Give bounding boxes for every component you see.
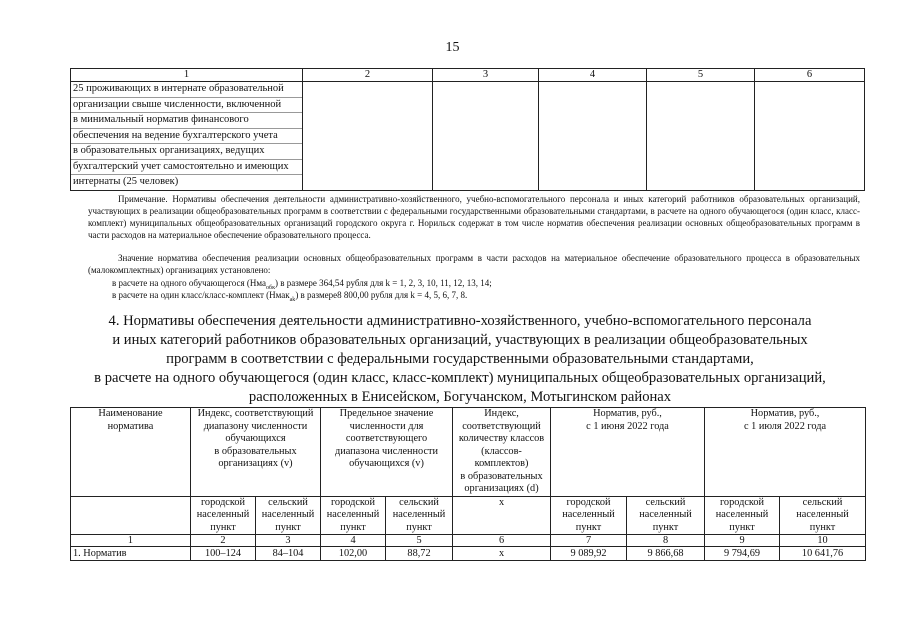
column-number: 8 [627, 535, 705, 547]
header-limit [321, 408, 453, 497]
subheader-line: городской [719, 496, 765, 508]
table-row [71, 547, 866, 561]
column-number: 9 [705, 535, 780, 547]
row-label [71, 82, 303, 191]
subheader-rural [386, 496, 453, 535]
note-line-text: в расчете на один класс/класс-комплект (Нмак [112, 290, 290, 300]
subheader-line: пункт [275, 521, 301, 533]
header-line: норматива [107, 420, 154, 432]
table-header-row [71, 69, 865, 82]
header-norm-july [705, 408, 866, 497]
header-line: обучающихся [225, 433, 286, 444]
header-line: количеству классов [458, 433, 545, 444]
empty-cell [433, 82, 539, 191]
cell-value: 84–104 [256, 547, 321, 561]
column-number: 7 [551, 535, 627, 547]
col-header: 1 [71, 69, 303, 82]
header-line: Индекс, [484, 408, 519, 419]
note-text: Примечание. Нормативы обеспечения деятельности административно-хозяйственного, учебно-вспомогательного персонала и иных категорий работников образовательных организаций, участвующих в реализации общеобразовательных программ в соответствии с федеральными государственными образовательными стандартами, в расчете на одного обучающегося (один класс, класс-комплект) муниципальных общеобразовательных организаций городского округа г. Норильск содержат в том числе норматив обеспечения реализации основных общеобразовательных программ в части расходов на материальное обеспечение образовательного процесса. [88, 194, 860, 240]
subheader-line: сельский [268, 496, 308, 508]
subheader-urban [551, 496, 627, 535]
empty-cell [755, 82, 865, 191]
section-title [60, 312, 860, 407]
col-header: 4 [539, 69, 647, 82]
section-title-line: 4. Нормативы обеспечения деятельности административно-хозяйственного, учебно-вспомогательного персонала [108, 313, 812, 329]
header-line: (классов- [481, 445, 522, 457]
subheader-line: населенный [796, 509, 849, 520]
header-line: в образовательных [460, 470, 543, 482]
subheader-line: пункт [652, 521, 679, 533]
subheader-line: пункт [809, 521, 836, 533]
header-line: диапазону численности [203, 420, 308, 432]
subheader-line: городской [330, 496, 376, 508]
subheader-line: населенный [392, 509, 446, 520]
column-number: 1 [71, 535, 191, 547]
column-number: 3 [256, 535, 321, 547]
header-line: с 1 июня 2022 года [586, 420, 669, 432]
subheader-line: населенный [562, 509, 615, 520]
row-label-line: интернаты (25 человек) [73, 176, 179, 187]
row-name: 1. Норматив [71, 547, 191, 561]
header-line: с 1 июля 2022 года [743, 420, 827, 432]
subheader-line: сельский [399, 496, 439, 508]
subheader-urban [321, 496, 386, 535]
note-subscript: ak [289, 296, 296, 303]
section-title-line: и иных категорий работников образовательных организаций, участвующих в реализации общеобразовательных [112, 332, 808, 348]
cell-value: 102,00 [321, 547, 386, 561]
col-header: 3 [433, 69, 539, 82]
section-title-line: расположенных в Енисейском, Богучанском, Мотыгинском районах [248, 389, 672, 405]
continuation-table [70, 68, 865, 191]
cell-value: 88,72 [386, 547, 453, 561]
header-line: Норматив, руб., [593, 408, 662, 419]
note-line-text: в расчете на одного обучающегося (Нма [112, 278, 267, 288]
header-line: организациях (d) [464, 483, 539, 494]
note-line-text: ) в размере 364,54 рубля для k = 1, 2, 3, 10, 11, 12, 13, 14; [275, 278, 492, 288]
subheader-rural [780, 496, 866, 535]
header-line: в образовательных [214, 445, 297, 457]
header-line: комплектов) [474, 458, 529, 469]
empty-cell [539, 82, 647, 191]
column-number: 10 [780, 535, 866, 547]
subheader-line: пункт [210, 521, 236, 533]
note-paragraph-2 [88, 252, 860, 276]
subheader-line: городской [200, 496, 246, 508]
note-paragraph-1 [88, 193, 860, 241]
cell-value: 9 866,68 [627, 547, 705, 561]
page-number: 15 [445, 40, 460, 55]
subheader-line: населенный [326, 509, 380, 520]
row-label-line: бухгалтерский учет самостоятельно и имеющих [71, 160, 302, 176]
header-line: диапазона численности [334, 445, 439, 457]
header-line: организациях (v) [218, 458, 293, 469]
col-header: 2 [303, 69, 433, 82]
subheader-line: населенный [261, 509, 315, 520]
subheader-line: городской [566, 496, 611, 508]
subheader-urban [191, 496, 256, 535]
cell-value: 9 089,92 [551, 547, 627, 561]
row-label-line: обеспечения на ведение бухгалтерского учета [71, 129, 302, 145]
note-line-text: ) в размере8 800,00 рубля для k = 4, 5, 6, 7, 8. [295, 290, 468, 300]
cell-value: 9 794,69 [705, 547, 780, 561]
empty-cell [303, 82, 433, 191]
subheader-line: сельский [645, 496, 686, 508]
column-number: 4 [321, 535, 386, 547]
table-header-row [71, 408, 866, 497]
empty-cell [71, 496, 191, 535]
subheader-rural [627, 496, 705, 535]
section-title-line: программ в соответствии с федеральными государственными образовательными стандартами, [166, 351, 754, 367]
row-label-line: в минимальный норматив финансового [71, 113, 302, 129]
subheader-rural [256, 496, 321, 535]
header-line: Предельное значение [339, 408, 434, 419]
header-line: Индекс, соответствующий [197, 408, 314, 419]
header-line: соответствующего [345, 433, 428, 444]
subheader-line: населенный [715, 509, 769, 520]
subheader-line: пункт [575, 521, 602, 533]
note-line-per-class [112, 289, 467, 306]
header-name [71, 408, 191, 497]
row-label-line: в образовательных организациях, ведущих [71, 144, 302, 160]
subheader-line: пункт [406, 521, 432, 533]
cell-value: 10 641,76 [780, 547, 866, 561]
header-line: соответствующий [462, 420, 541, 432]
header-norm-june [551, 408, 705, 497]
column-number: 2 [191, 535, 256, 547]
subheader-line: сельский [802, 496, 843, 508]
header-line: Норматив, руб., [750, 408, 820, 419]
subheader-line: пункт [340, 521, 366, 533]
row-label-line: организации свыше численности, включенной [71, 98, 302, 114]
note-text: Значение норматива обеспечения реализации основных общеобразовательных программ в части расходов на материальное обеспечение образовательного процесса в образовательных (малокомплектных) организациях установлено: [88, 253, 860, 275]
subheader-urban [705, 496, 780, 535]
column-number-row [71, 535, 866, 547]
note-subscript: обк [266, 284, 275, 291]
cell-value: х [453, 547, 551, 561]
norms-table [70, 407, 866, 561]
header-index-v [191, 408, 321, 497]
subheader-x: х [453, 496, 551, 535]
header-line: Наименование [98, 408, 163, 419]
header-line: обучающихся (v) [349, 458, 424, 469]
section-title-line: в расчете на одного обучающегося (один класс, класс-комплект) муниципальных общеобразовательных организаций, [94, 370, 826, 386]
col-header: 6 [755, 69, 865, 82]
column-number: 5 [386, 535, 453, 547]
column-number: 6 [453, 535, 551, 547]
table-row [71, 82, 865, 191]
row-label-line: 25 проживающих в интернате образовательной [71, 82, 302, 98]
subheader-line: населенный [639, 509, 692, 520]
header-index-d [453, 408, 551, 497]
subheader-line: населенный [196, 509, 250, 520]
col-header: 5 [647, 69, 755, 82]
empty-cell [647, 82, 755, 191]
header-line: численности для [349, 420, 424, 432]
subheader-line: пункт [729, 521, 755, 533]
table-subheader-row [71, 496, 866, 535]
cell-value: 100–124 [191, 547, 256, 561]
